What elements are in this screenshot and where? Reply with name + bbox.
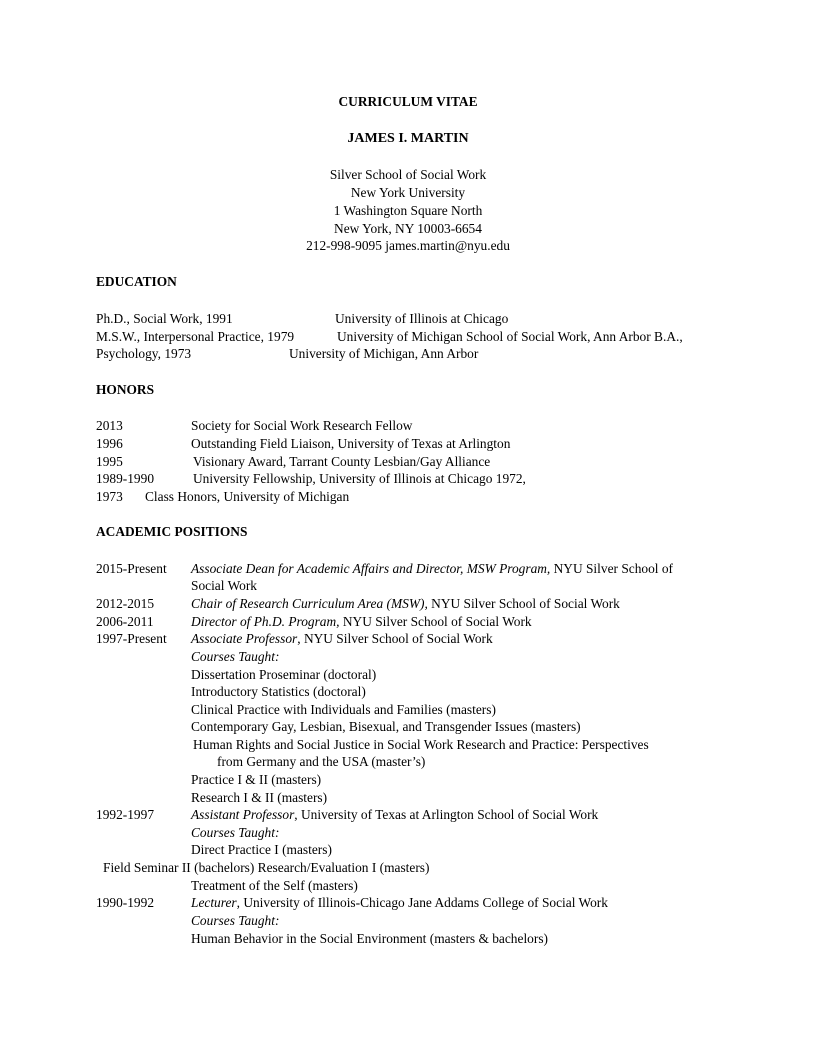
positions-heading: ACADEMIC POSITIONS — [96, 524, 248, 539]
education-school: University of Michigan School of Social Work, Ann Arbor B.A., — [337, 329, 683, 344]
position-entry — [191, 613, 532, 630]
course-item: Treatment of the Self (masters) — [191, 878, 358, 893]
education-heading: EDUCATION — [96, 274, 177, 289]
position-title: Associate Dean for Academic Affairs and Director, MSW Program, — [191, 561, 551, 576]
position-entry — [191, 630, 493, 647]
honor-year: 2013 — [96, 418, 123, 433]
course-item: Research I & II (masters) — [191, 790, 328, 805]
position-org: , University of Illinois-Chicago Jane Addams College of Social Work — [236, 895, 608, 910]
position-org: , University of Texas at Arlington School of Social Work — [294, 807, 599, 822]
honor-year: 1996 — [96, 436, 123, 451]
position-entry — [191, 806, 598, 823]
education-school: University of Illinois at Chicago — [335, 311, 509, 326]
person-name: JAMES I. MARTIN — [347, 131, 469, 146]
position-years: 1997-Present — [96, 631, 167, 646]
course-item: Field Seminar II (bachelors) Research/Evaluation I (masters) — [103, 860, 430, 875]
honor-text: University Fellowship, University of Illinois at Chicago 1972, — [193, 471, 526, 486]
course-item: Dissertation Proseminar (doctoral) — [191, 667, 377, 682]
education-degree: M.S.W., Interpersonal Practice, 1979 — [96, 329, 295, 344]
position-org: NYU Silver School of Social Work — [427, 596, 620, 611]
position-org: NYU Silver School of — [550, 561, 674, 576]
education-school: University of Michigan, Ann Arbor — [289, 346, 479, 361]
honor-text: Visionary Award, Tarrant County Lesbian/Gay Alliance — [193, 454, 491, 469]
position-years: 2015-Present — [96, 561, 167, 576]
course-item: Contemporary Gay, Lesbian, Bisexual, and Transgender Issues (masters) — [191, 719, 581, 734]
position-entry — [191, 595, 620, 612]
position-years: 2006-2011 — [96, 614, 154, 629]
position-years: 1990-1992 — [96, 895, 155, 910]
course-item: Human Behavior in the Social Environment (masters & bachelors) — [191, 931, 548, 946]
honor-text: Class Honors, University of Michigan — [145, 489, 350, 504]
address-line: New York University — [350, 185, 466, 200]
position-title: Lecturer — [191, 895, 237, 910]
course-item: Clinical Practice with Individuals and Families (masters) — [191, 702, 496, 717]
honor-year: 1995 — [96, 454, 123, 469]
position-title: Associate Professor — [191, 631, 298, 646]
position-years: 2012-2015 — [96, 596, 155, 611]
course-item: Introductory Statistics (doctoral) — [191, 684, 366, 699]
address-line: Silver School of Social Work — [329, 167, 487, 182]
position-entry — [191, 894, 608, 911]
course-item-continued: from Germany and the USA (master’s) — [217, 754, 426, 769]
courses-label: Courses Taught: — [191, 825, 280, 840]
position-years: 1992-1997 — [96, 807, 155, 822]
honors-heading: HONORS — [96, 382, 155, 397]
education-degree: Ph.D., Social Work, 1991 — [96, 311, 233, 326]
course-item: Practice I & II (masters) — [191, 772, 322, 787]
position-org-continued: Social Work — [191, 578, 257, 593]
course-item: Human Rights and Social Justice in Social Work Research and Practice: Perspectives — [193, 737, 649, 752]
contact-line: 212-998-9095 james.martin@nyu.edu — [306, 238, 510, 253]
position-entry — [191, 560, 673, 577]
position-title: Chair of Research Curriculum Area (MSW), — [191, 596, 428, 611]
document-title: CURRICULUM VITAE — [338, 94, 478, 109]
position-title: Assistant Professor — [191, 807, 295, 822]
honor-text: Society for Social Work Research Fellow — [191, 418, 413, 433]
address-line: New York, NY 10003-6654 — [334, 221, 482, 236]
education-degree: Psychology, 1973 — [96, 346, 192, 361]
position-title: Director of Ph.D. Program, — [191, 614, 340, 629]
course-item: Direct Practice I (masters) — [191, 842, 332, 857]
position-org: NYU Silver School of Social Work — [339, 614, 532, 629]
honor-year: 1989-1990 — [96, 471, 155, 486]
position-org: , NYU Silver School of Social Work — [297, 631, 493, 646]
address-line: 1 Washington Square North — [333, 203, 483, 218]
courses-label: Courses Taught: — [191, 649, 280, 664]
honor-text: Outstanding Field Liaison, University of Texas at Arlington — [191, 436, 511, 451]
honor-year: 1973 — [96, 489, 123, 504]
courses-label: Courses Taught: — [191, 913, 280, 928]
